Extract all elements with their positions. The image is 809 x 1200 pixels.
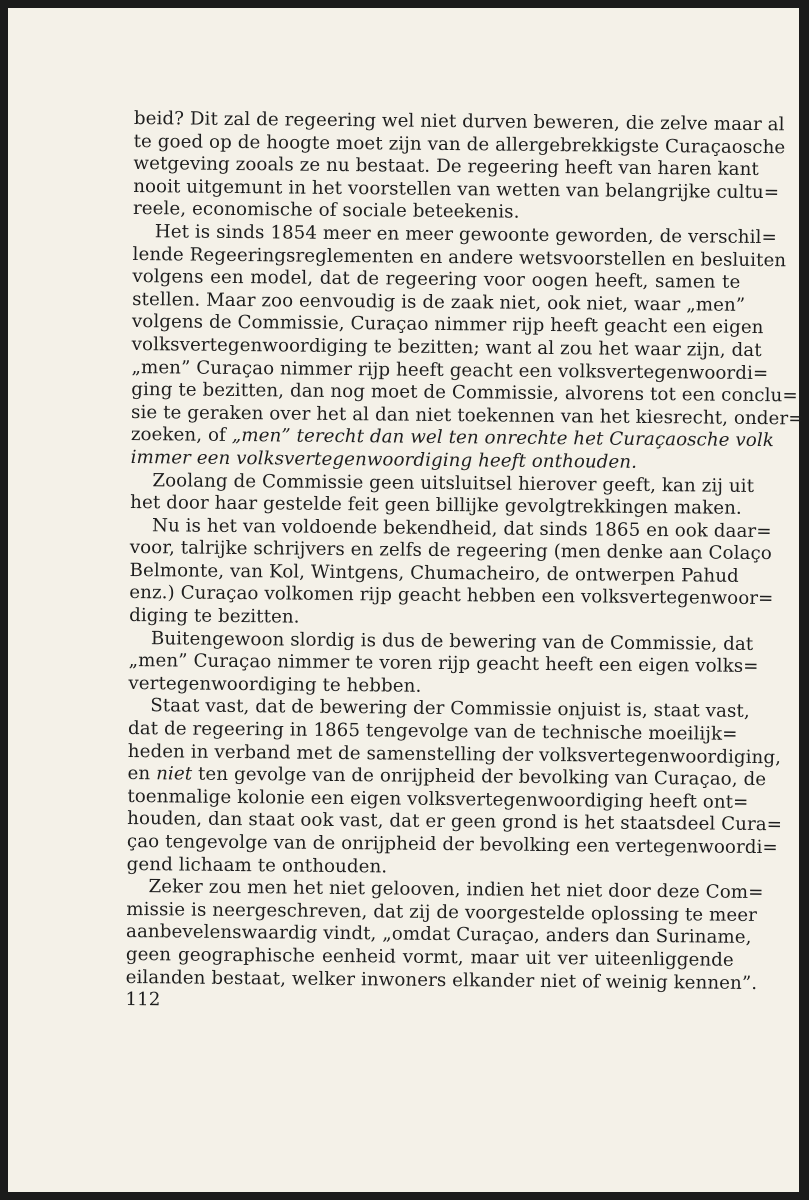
text-line: ging te bezitten, dan nog moet de Commissie, alvorens tot een conclu= xyxy=(131,379,798,407)
book-page xyxy=(8,8,804,1192)
text-line: dat de regeering in 1865 tengevolge van de technische moeilijk= xyxy=(127,718,738,745)
text-line-italic-part: zoeken, of „men” terecht dan wel ten onrechte het Curaçaosche volk xyxy=(130,424,775,452)
text-line: geen geographische eenheid vormt, maar uit ver uiteenliggende xyxy=(125,943,734,971)
text-line: te goed op de hoogte moet zijn van de allergebrekkigste Curaçaosche xyxy=(133,130,786,158)
text-line: voor, talrijke schrijvers en zelfs de regeering (men denke aan Colaço xyxy=(129,537,772,565)
italic-span: „men” terecht dan wel ten onrechte het Curaçaosche volk xyxy=(231,425,775,452)
text-line: Zoolang de Commissie geen uitsluitsel hierover geeft, kan zij uit xyxy=(152,469,755,497)
text-line: eilanden bestaat, welker inwoners elkander niet of weinig kennen”. xyxy=(125,966,758,994)
text-line: nooit uitgemunt in het voorstellen van wetten van belangrijke cultu= xyxy=(133,175,780,203)
text-line: gend lichaam te onthouden. xyxy=(126,853,388,878)
text-line: sie te geraken over het al dan niet toekennen van het kiesrecht, onder= xyxy=(130,401,804,430)
text-line: stellen. Maar zoo eenvoudig is de zaak niet, ook niet, waar „men” xyxy=(132,288,746,316)
page-number: 112 xyxy=(125,989,161,1011)
text-line: Zeker zou men het niet gelooven, indien het niet door deze Com= xyxy=(148,876,764,904)
text-line: vertegenwoordiging te hebben. xyxy=(128,672,422,697)
text-line: beid? Dit zal de regeering wel niet durven beweren, die zelve maar al xyxy=(133,108,785,136)
text-line-niet: en niet ten gevolge van de onrijpheid der bevolking van Curaçao, de xyxy=(127,763,767,791)
text-line: „men” Curaçao nimmer rijp heeft geacht een volksvertegenwoordi= xyxy=(131,356,769,384)
text-line: houden, dan staat ook vast, dat er geen grond is het staatsdeel Cura= xyxy=(127,808,783,836)
text-line: Nu is het van voldoende bekendheid, dat sinds 1865 en ook daar= xyxy=(151,514,772,542)
text-line: reele, economische of sociale beteekenis. xyxy=(132,198,520,224)
text-line: aanbevelenswaardig vindt, „omdat Curaçao, anders dan Suriname, xyxy=(125,921,752,949)
text-line: toenmalige kolonie een eigen volksvertegenwoordiging heeft ont= xyxy=(127,785,749,813)
text-line: „men” Curaçao nimmer te voren rijp geacht heeft een eigen volks= xyxy=(128,650,759,678)
text-line: diging te bezitten. xyxy=(129,605,300,628)
text-line: lende Regeeringsreglementen en andere wetsvoorstellen en besluiten xyxy=(132,243,787,271)
text-line: volksvertegenwoordiging te bezitten; want al zou het waar zijn, dat xyxy=(131,333,762,361)
text-line: volgens een model, dat de regeering voor oogen heeft, samen te xyxy=(132,266,741,293)
text-line: Buitengewoon slordig is dus de bewering van de Commissie, dat xyxy=(150,627,754,655)
text-line: wetgeving zooals ze nu bestaat. De regeering heeft van haren kant xyxy=(133,153,759,181)
text-line: volgens de Commissie, Curaçao nimmer rijp heeft geacht een eigen xyxy=(131,311,764,339)
text-line: Het is sinds 1854 meer en meer gewoonte geworden, de verschil= xyxy=(154,221,777,249)
italic-span: niet xyxy=(156,763,193,785)
text-line: çao tengevolge van de onrijpheid der bevolking een vertegenwoordi= xyxy=(126,830,778,859)
text-line: het door haar gestelde feit geen billijke gevolgtrekkingen maken. xyxy=(130,492,742,519)
body-text xyxy=(125,108,804,1018)
text-line-italic: immer een volksvertegenwoordiging heeft onthouden. xyxy=(130,446,638,473)
text-line: enz.) Curaçao volkomen rijp geacht hebben een volksvertegenwoor= xyxy=(129,582,774,610)
text-line: missie is neergeschreven, dat zij de voorgestelde oplossing te meer xyxy=(126,898,758,926)
text-line: Staat vast, dat de bewering der Commissie onjuist is, staat vast, xyxy=(150,695,750,723)
text-line: Belmonte, van Kol, Wintgens, Chumacheiro, de ontwerpen Pahud xyxy=(129,559,739,587)
text-line: heden in verband met de samenstelling der volksvertegenwoordiging, xyxy=(127,740,782,768)
